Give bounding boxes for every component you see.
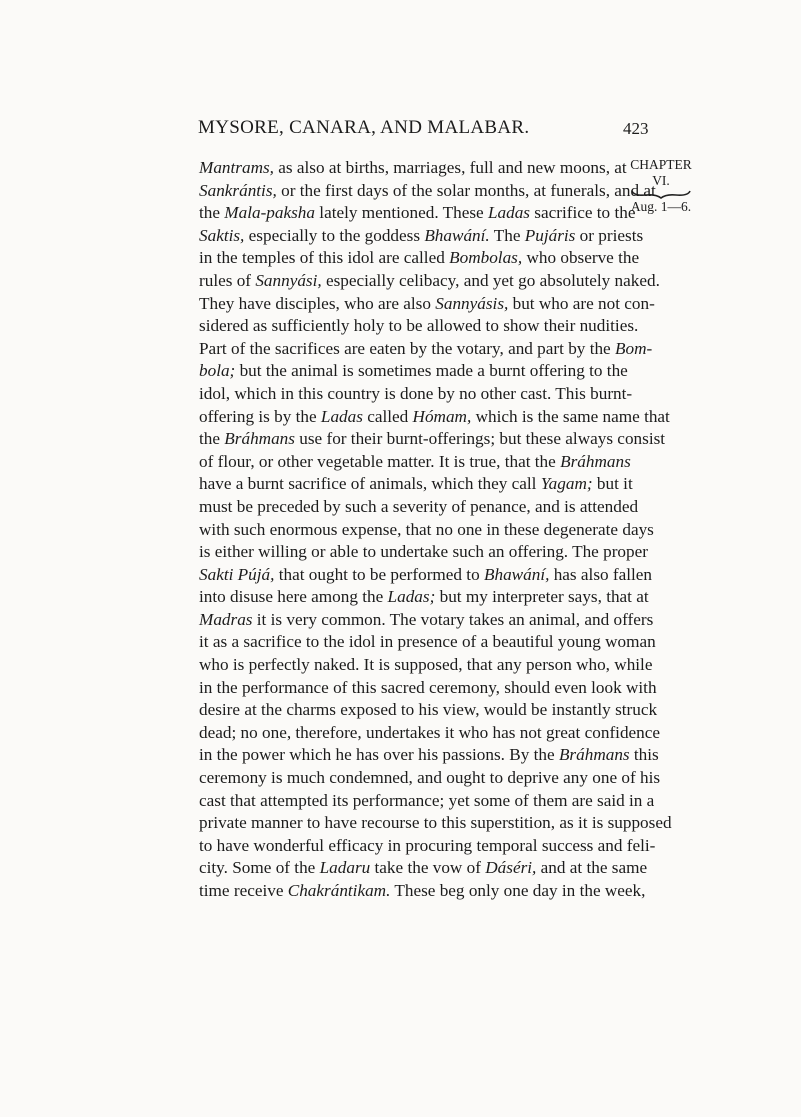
text-segment: it is very common. The votary takes an animal, and offers <box>252 609 654 629</box>
text-segment: sidered as sufficiently holy to be allowed to show their nudities. <box>199 316 639 336</box>
text-line <box>199 406 670 429</box>
text-line <box>199 157 627 180</box>
italic-term: Bom- <box>614 338 653 358</box>
text-segment: or the first days of the solar months, at funerals, and at <box>276 180 656 200</box>
italic-term: Sannyásis, <box>435 293 509 313</box>
text-line <box>199 880 646 903</box>
text-segment: it as a sacrifice to the idol in presence of a beautiful young woman <box>199 632 656 652</box>
text-line <box>199 722 661 745</box>
text-line <box>199 564 653 587</box>
text-line <box>199 360 628 383</box>
text-segment: dead; no one, therefore, undertakes it who has not great confidence <box>199 722 661 742</box>
italic-term: Saktis, <box>199 225 245 245</box>
text-line <box>199 225 644 248</box>
italic-term: Ladas <box>320 406 363 426</box>
text-line <box>199 631 656 654</box>
text-segment: into disuse here among the <box>199 587 388 607</box>
text-line <box>199 541 648 564</box>
italic-term: Sakti Pújá, <box>199 564 275 584</box>
text-segment: time receive <box>199 881 288 900</box>
text-segment: take the vow of <box>370 858 486 878</box>
italic-term: Ladas; <box>387 587 436 607</box>
text-segment: rules of <box>199 270 256 290</box>
text-line <box>199 473 633 496</box>
text-line <box>199 744 659 767</box>
text-segment: use for their burnt-offerings; but these always consist <box>294 429 666 449</box>
text-line <box>199 270 660 293</box>
text-segment: this <box>629 745 659 765</box>
margin-chapter-number: VI. <box>652 173 670 188</box>
italic-term: Ladas <box>487 203 530 223</box>
text-line <box>199 586 649 609</box>
text-line <box>199 247 640 270</box>
italic-term: Pujáris <box>524 225 576 245</box>
text-segment: especially celibacy, and yet go absolutely naked. <box>321 270 660 290</box>
text-line <box>199 428 666 451</box>
text-segment: which is the same name that <box>471 406 670 426</box>
text-segment: offering is by the <box>199 406 321 426</box>
italic-term: Hómam, <box>412 406 472 426</box>
text-segment: but my interpreter says, that at <box>435 587 649 607</box>
running-title: MYSORE, CANARA, AND MALABAR. <box>198 117 530 138</box>
text-segment: that ought to be performed to <box>274 564 484 584</box>
italic-term: Mantrams, <box>199 158 274 177</box>
text-segment: cast that attempted its performance; yet some of them are said in a <box>199 790 655 810</box>
italic-term: bola; <box>199 361 236 381</box>
text-line <box>199 767 661 790</box>
text-line <box>199 293 655 316</box>
text-segment: has also fallen <box>549 564 653 584</box>
text-segment: called <box>362 406 413 426</box>
text-segment: with such enormous expense, that no one in these degenerate days <box>199 519 654 539</box>
text-line <box>199 180 656 203</box>
text-segment: city. Some of the <box>199 858 320 878</box>
text-line <box>199 857 648 880</box>
italic-term: Madras <box>199 609 253 629</box>
running-header <box>0 117 801 147</box>
text-segment: The <box>489 225 525 245</box>
text-segment: the <box>199 203 225 223</box>
italic-term: Bráhmans <box>224 429 295 449</box>
text-segment: especially to the goddess <box>244 225 425 245</box>
text-segment: in the power which he has over his passions. By the <box>199 745 559 765</box>
text-segment: They have disciples, who are also <box>199 293 436 313</box>
text-segment: or priests <box>575 225 644 245</box>
text-line <box>199 699 658 722</box>
italic-term: Yagam; <box>540 474 593 494</box>
text-segment: but the animal is sometimes made a burnt offering to the <box>235 361 628 381</box>
italic-term: Ladaru <box>319 858 371 878</box>
text-segment: private manner to have recourse to this superstition, as it is supposed <box>199 813 672 833</box>
text-segment: who is perfectly naked. It is supposed, that any person who, while <box>199 655 653 675</box>
text-segment: who observe the <box>522 248 640 268</box>
italic-term: Chakrántikam. <box>287 881 391 900</box>
text-line <box>199 677 657 700</box>
text-line <box>199 451 631 474</box>
text-line <box>199 835 656 858</box>
italic-term: Sankrántis, <box>199 180 277 200</box>
text-segment: must be preceded by such a severity of penance, and is attended <box>199 496 639 516</box>
text-segment: These beg only one day in the week, <box>390 881 646 900</box>
text-line <box>199 338 653 361</box>
text-line <box>199 202 636 225</box>
page-number: 423 <box>623 119 649 138</box>
text-segment: to have wonderful efficacy in procuring temporal success and feli- <box>199 835 656 855</box>
text-segment: but who are not con- <box>508 293 655 313</box>
text-segment: but it <box>592 474 633 494</box>
italic-term: Bhawání, <box>483 564 550 584</box>
text-segment: of flour, or other vegetable matter. It is true, that the <box>199 451 561 471</box>
margin-chapter: CHAPTER <box>630 157 692 172</box>
text-segment: lately mentioned. These <box>315 203 488 223</box>
text-segment: the <box>199 429 225 449</box>
text-segment: as also at births, marriages, full and new moons, at <box>273 158 627 177</box>
italic-term: Dáséri, <box>485 858 537 878</box>
margin-date-range: Aug. 1—6. <box>630 199 692 214</box>
text-segment: desire at the charms exposed to his view, would be instantly struck <box>199 700 658 720</box>
text-line <box>199 812 672 835</box>
italic-term: Bráhmans <box>558 745 630 765</box>
text-segment: ceremony is much condemned, and ought to deprive any one of his <box>199 768 661 788</box>
text-segment: idol, which in this country is done by no other cast. This burnt- <box>199 383 633 403</box>
italic-term: Bombolas, <box>449 248 523 268</box>
italic-term: Mala-paksha <box>224 203 315 223</box>
text-segment: is either willing or able to undertake such an offering. The proper <box>199 542 648 562</box>
text-line <box>199 790 655 813</box>
text-line <box>199 383 633 406</box>
text-line <box>199 519 654 542</box>
text-segment: Part of the sacrifices are eaten by the votary, and part by the <box>199 338 615 358</box>
text-line <box>199 315 639 338</box>
italic-term: Bráhmans <box>560 451 631 471</box>
text-line <box>199 609 654 632</box>
text-segment: in the performance of this sacred ceremony, should even look with <box>199 677 657 697</box>
text-line <box>199 496 639 519</box>
text-segment: and at the same <box>536 858 648 878</box>
text-segment: in the temples of this idol are called <box>199 248 450 268</box>
italic-term: Sannyási, <box>255 270 322 290</box>
text-segment: sacrifice to the <box>529 203 636 223</box>
italic-term: Bhawání. <box>424 225 490 245</box>
text-segment: have a burnt sacrifice of animals, which they call <box>199 474 541 494</box>
text-line <box>199 654 653 677</box>
